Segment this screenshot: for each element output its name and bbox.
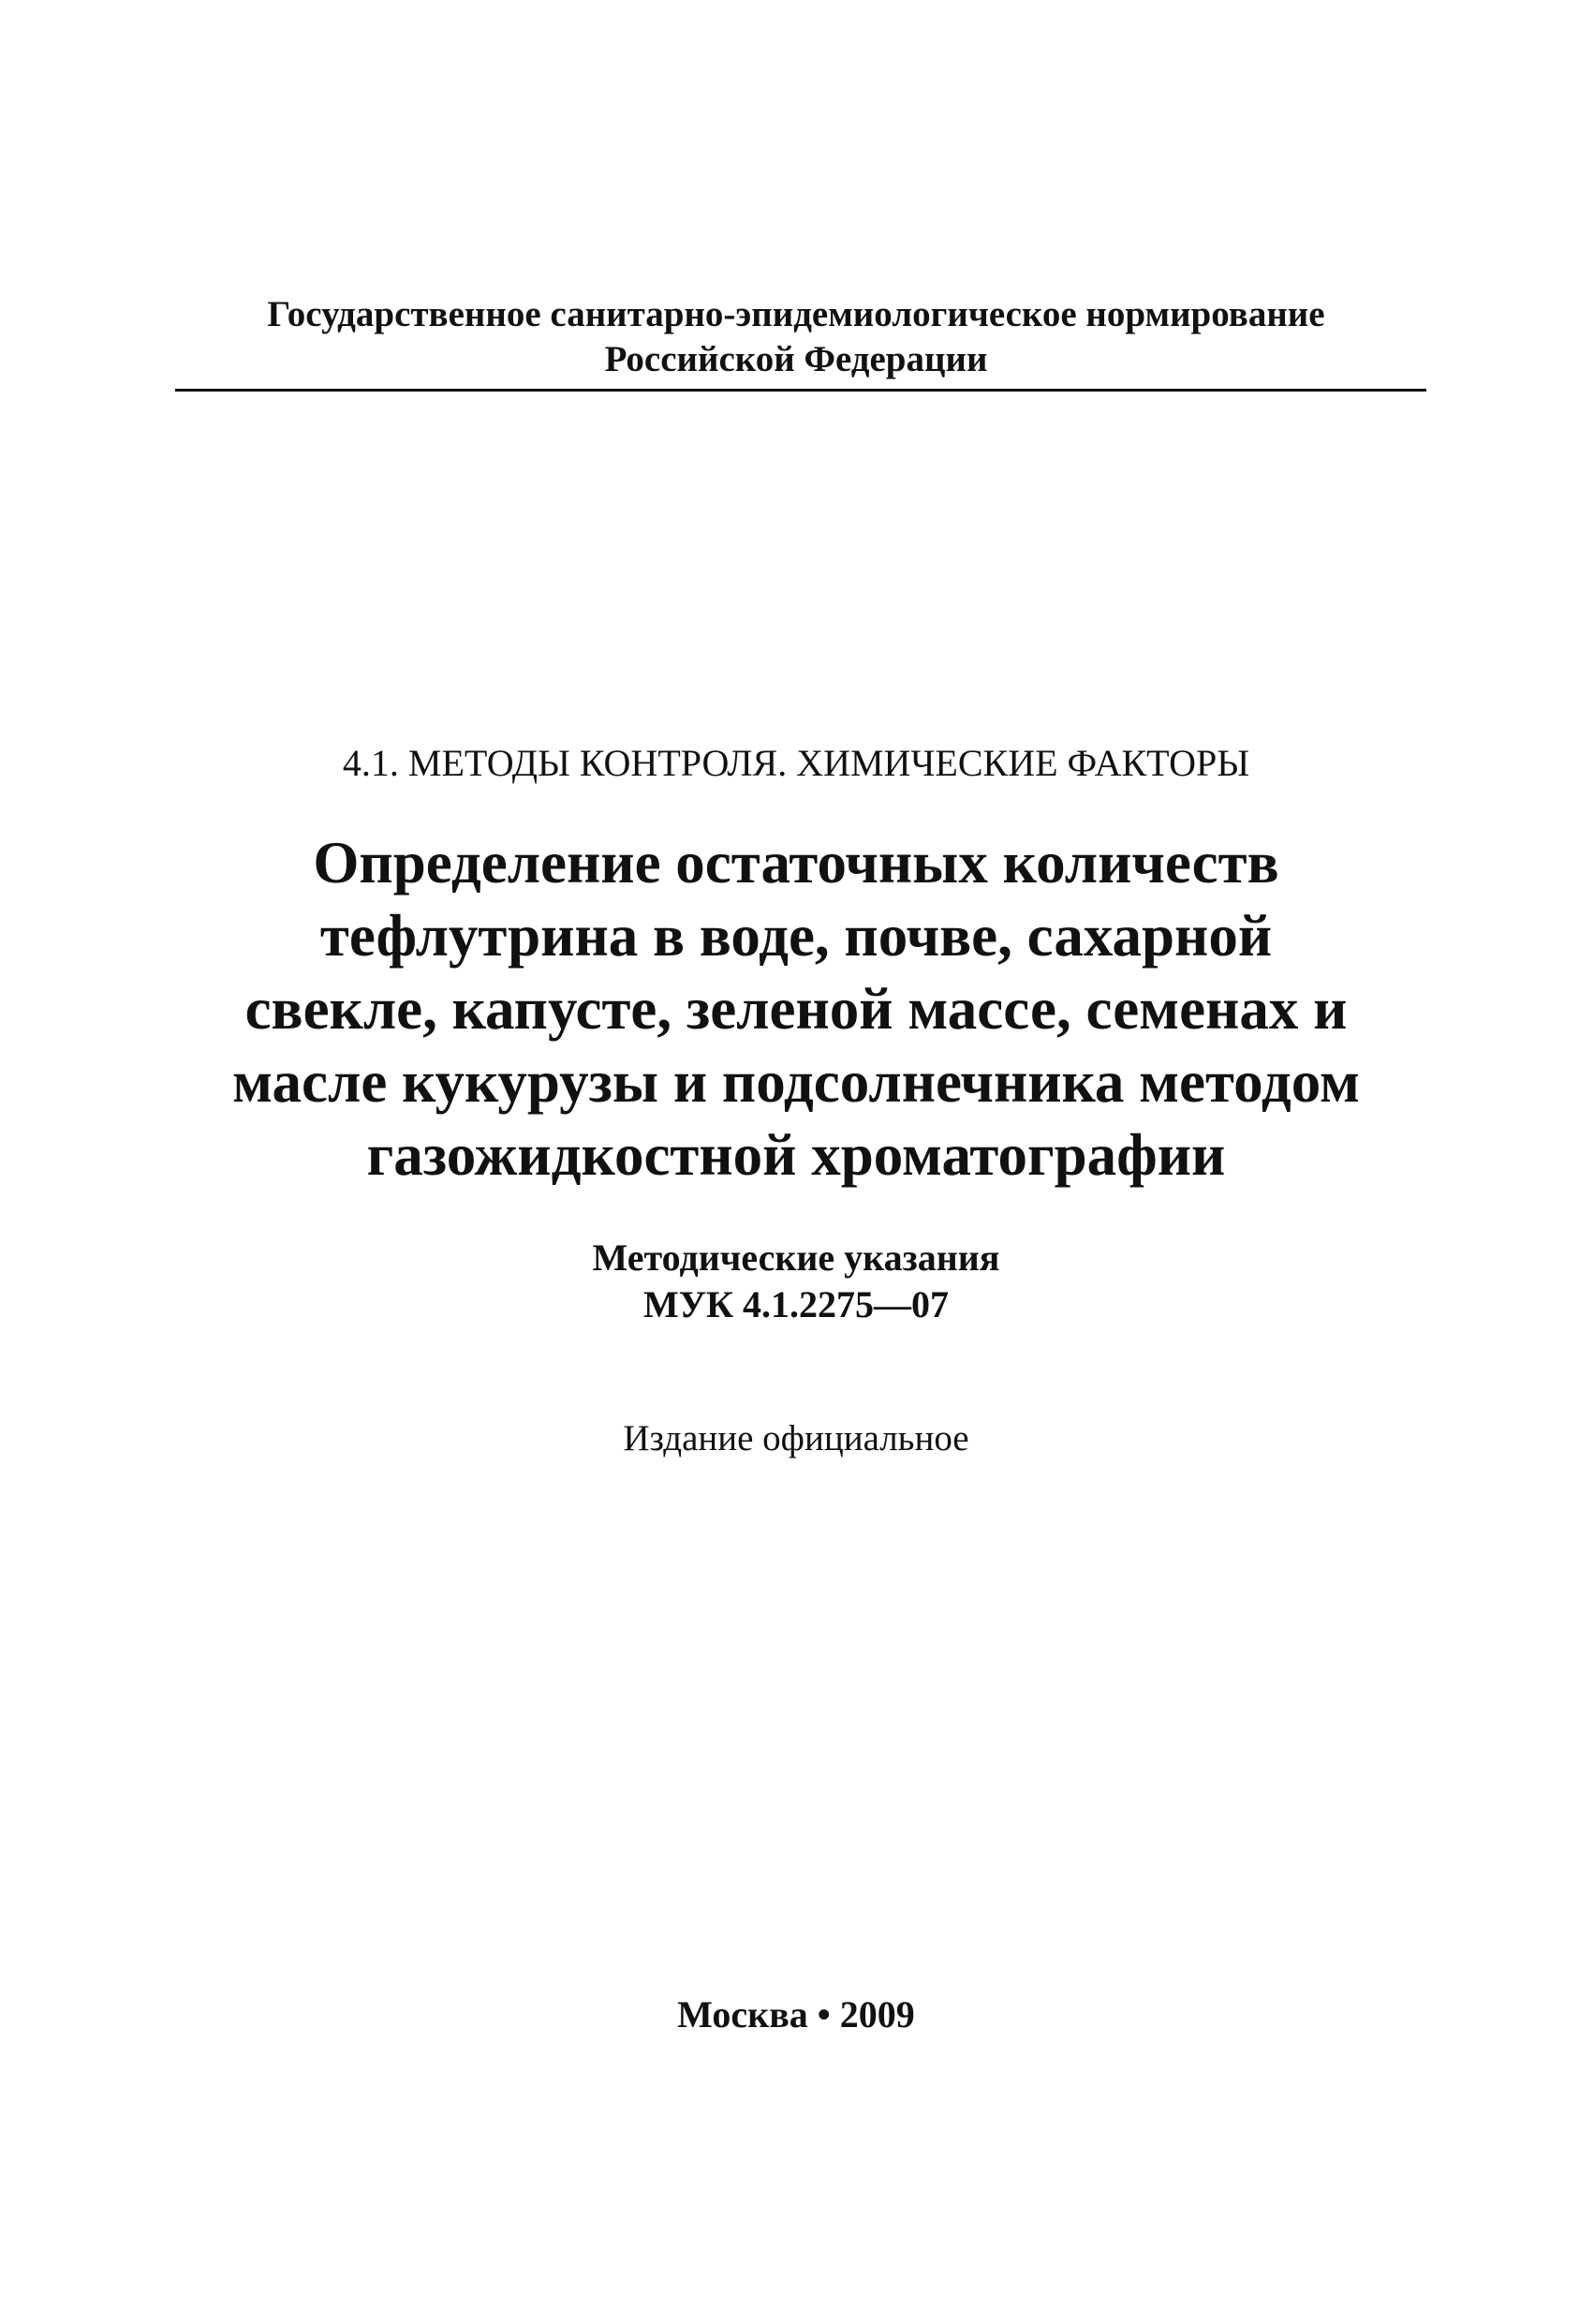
title-line-5: газожидкостной хроматографии xyxy=(366,1122,1226,1188)
document-kind: Методические указания xyxy=(592,1236,1000,1279)
issuer-line-1: Государственное санитарно-эпидемиологическое нормирование xyxy=(267,294,1325,334)
document-type xyxy=(187,1235,1405,1328)
title-line-1: Определение остаточных количеств xyxy=(313,830,1279,896)
issuer-line-2: Российской Федерации xyxy=(604,339,988,379)
title-line-3: свекле, капусте, зеленой массе, семенах и xyxy=(244,976,1348,1042)
series-title: 4.1. МЕТОДЫ КОНТРОЛЯ. ХИМИЧЕСКИЕ ФАКТОРЫ xyxy=(342,742,1250,784)
title-line-4: масле кукурузы и подсолнечника методом xyxy=(232,1049,1360,1115)
issuer-header xyxy=(169,292,1424,382)
document-number: МУК 4.1.2275—07 xyxy=(642,1283,950,1325)
header-divider xyxy=(175,389,1426,392)
publication-place-year: Москва • 2009 xyxy=(677,1993,915,2035)
title-line-2: тефлутрина в воде, почве, сахарной xyxy=(319,903,1273,969)
document-title xyxy=(122,826,1470,1192)
edition-note: Издание официальное xyxy=(623,1418,969,1458)
